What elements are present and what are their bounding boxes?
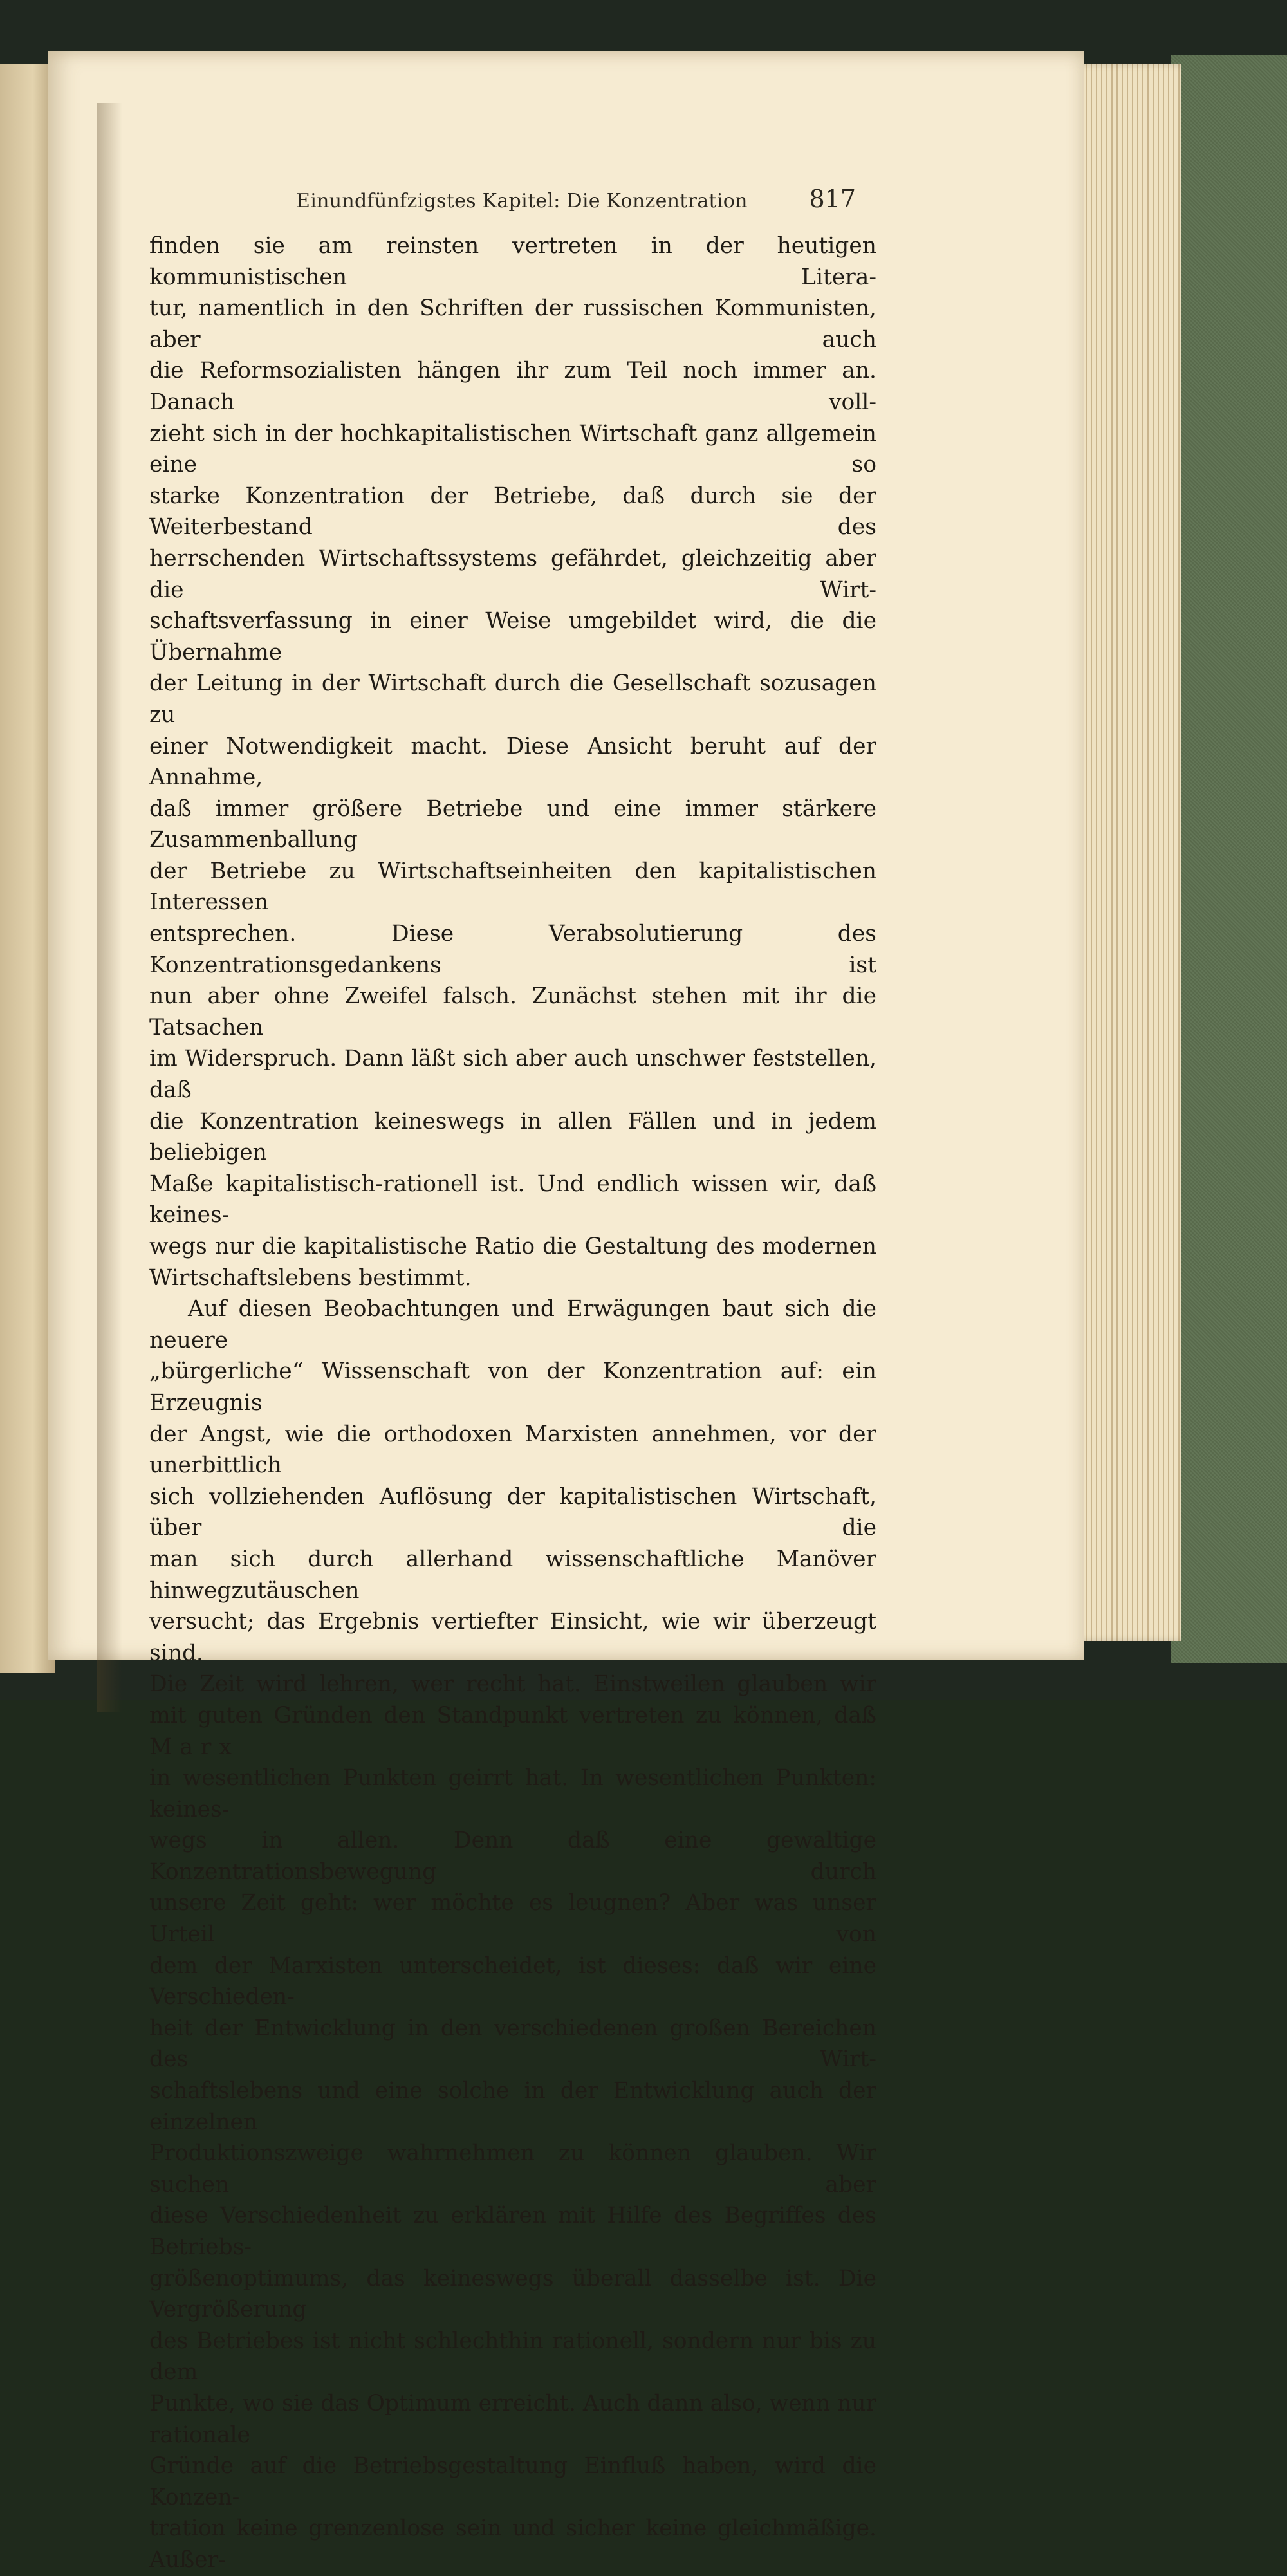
text-line: die Reformsozialisten hängen ihr zum Teil noch immer an. Danach voll- [149,358,876,415]
text-line: wegs in allen. Denn daß eine gewaltige Konzentrationsbewegung durch [149,1828,876,1885]
text-line: daß immer größere Betriebe und eine immer stärkere Zusammenballung [149,795,876,853]
text-line: versucht; das Ergebnis vertiefter Einsicht, wie wir überzeugt sind. [149,1609,876,1666]
text-line: heit der Entwicklung in den verschiedenen großen Bereichen des Wirt- [149,2015,876,2073]
text-segment: mit guten Gründen den Standpunkt vertreten zu können, daß [149,1702,876,1728]
text-line: der Angst, wie die orthodoxen Marxisten annehmen, vor der unerbittlich [149,1421,876,1479]
text-line: tration keine grenzenlose sein und sicher keine gleichmäßige. Außer- [149,2516,876,2573]
text-line: Wirtschaftslebens bestimmt. [149,1265,472,1291]
text-line: schaftsverfassung in einer Weise umgebildet wird, die die Übernahme [149,608,876,665]
text-line: der Leitung in der Wirtschaft durch die Gesellschaft sozusagen zu [149,671,876,728]
text-line: Produktionszweige wahrnehmen zu können glauben. Wir suchen aber [149,2140,876,2198]
text-line: größenoptimums, das keineswegs überall dasselbe ist. Die Vergrößerung [149,2265,876,2323]
body-text [149,230,876,2576]
running-head [296,185,856,216]
previous-page-edge [0,64,55,1673]
book-cover-edge [1171,55,1287,1663]
text-line: man sich durch allerhand wissenschaftliche Manöver hinwegzutäuschen [149,1546,876,1604]
text-line: tur, namentlich in den Schriften der russischen Kommunisten, aber auch [149,295,876,353]
text-line: sich vollziehenden Auflösung der kapitalistischen Wirtschaft, über die [149,1483,876,1541]
text-line: Auf diesen Beobachtungen und Erwägungen baut sich die neuere [149,1296,876,1353]
text-line: dem der Marxisten unterscheidet, ist dieses: daß wir eine Verschieden- [149,1952,876,2010]
text-line: die Konzentration keineswegs in allen Fällen und in jedem beliebigen [149,1108,876,1166]
text-line: nun aber ohne Zweifel falsch. Zunächst stehen mit ihr die Tatsachen [149,983,876,1041]
text-line: der Betriebe zu Wirtschaftseinheiten den kapitalistischen Interessen [149,858,876,916]
text-line: Maße kapitalistisch-rationell ist. Und endlich wissen wir, daß keines- [149,1171,876,1228]
text-line-with-name [149,1700,876,1763]
text-line: herrschenden Wirtschaftssystems gefährdet, gleichzeitig aber die Wirt- [149,545,876,603]
text-line: Die Zeit wird lehren, wer recht hat. Einstweilen glauben wir [149,1671,876,1698]
spaced-name: Marx [149,1734,239,1760]
text-line: Punkte, wo sie das Optimum erreicht. Auch dann also, wenn nur rationale [149,2390,876,2448]
page-stack-edge [1071,64,1181,1641]
text-line: in wesentlichen Punkten geirrt hat. In wesentlichen Punkten: keines- [149,1765,876,1822]
text-line: wegs nur die kapitalistische Ratio die Gestaltung des modernen [149,1234,876,1259]
gutter-shadow [97,103,122,1712]
text-line: schaftslebens und eine solche in der Entwicklung auch der einzelnen [149,2078,876,2135]
chapter-title: Einundfünfzigstes Kapitel: Die Konzentration [296,190,748,212]
text-line: im Widerspruch. Dann läßt sich aber auch unschwer feststellen, daß [149,1046,876,1104]
text-line: finden sie am reinsten vertreten in der heutigen kommunistischen Litera- [149,233,876,290]
text-line: entsprechen. Diese Verabsolutierung des Konzentrationsgedankens ist [149,921,876,978]
text-line: Gründe auf die Betriebsgestaltung Einfluß haben, wird die Konzen- [149,2453,876,2510]
text-line: starke Konzentration der Betriebe, daß durch sie der Weiterbestand des [149,483,876,541]
page-number: 817 [809,185,856,213]
text-line: „bürgerliche“ Wissenschaft von der Konzentration auf: ein Erzeugnis [149,1358,876,1416]
text-line: unsere Zeit geht: wer möchte es leugnen? Aber was unser Urteil von [149,1890,876,1948]
text-line: einer Notwendigkeit macht. Diese Ansicht beruht auf der Annahme, [149,733,876,791]
text-line: diese Verschiedenheit zu erklären mit Hilfe des Begriffes des Betriebs- [149,2203,876,2260]
text-line: des Betriebes ist nicht schlechthin rationell, sondern nur bis zu dem [149,2328,876,2386]
text-line: zieht sich in der hochkapitalistischen Wirtschaft ganz allgemein eine so [149,420,876,478]
